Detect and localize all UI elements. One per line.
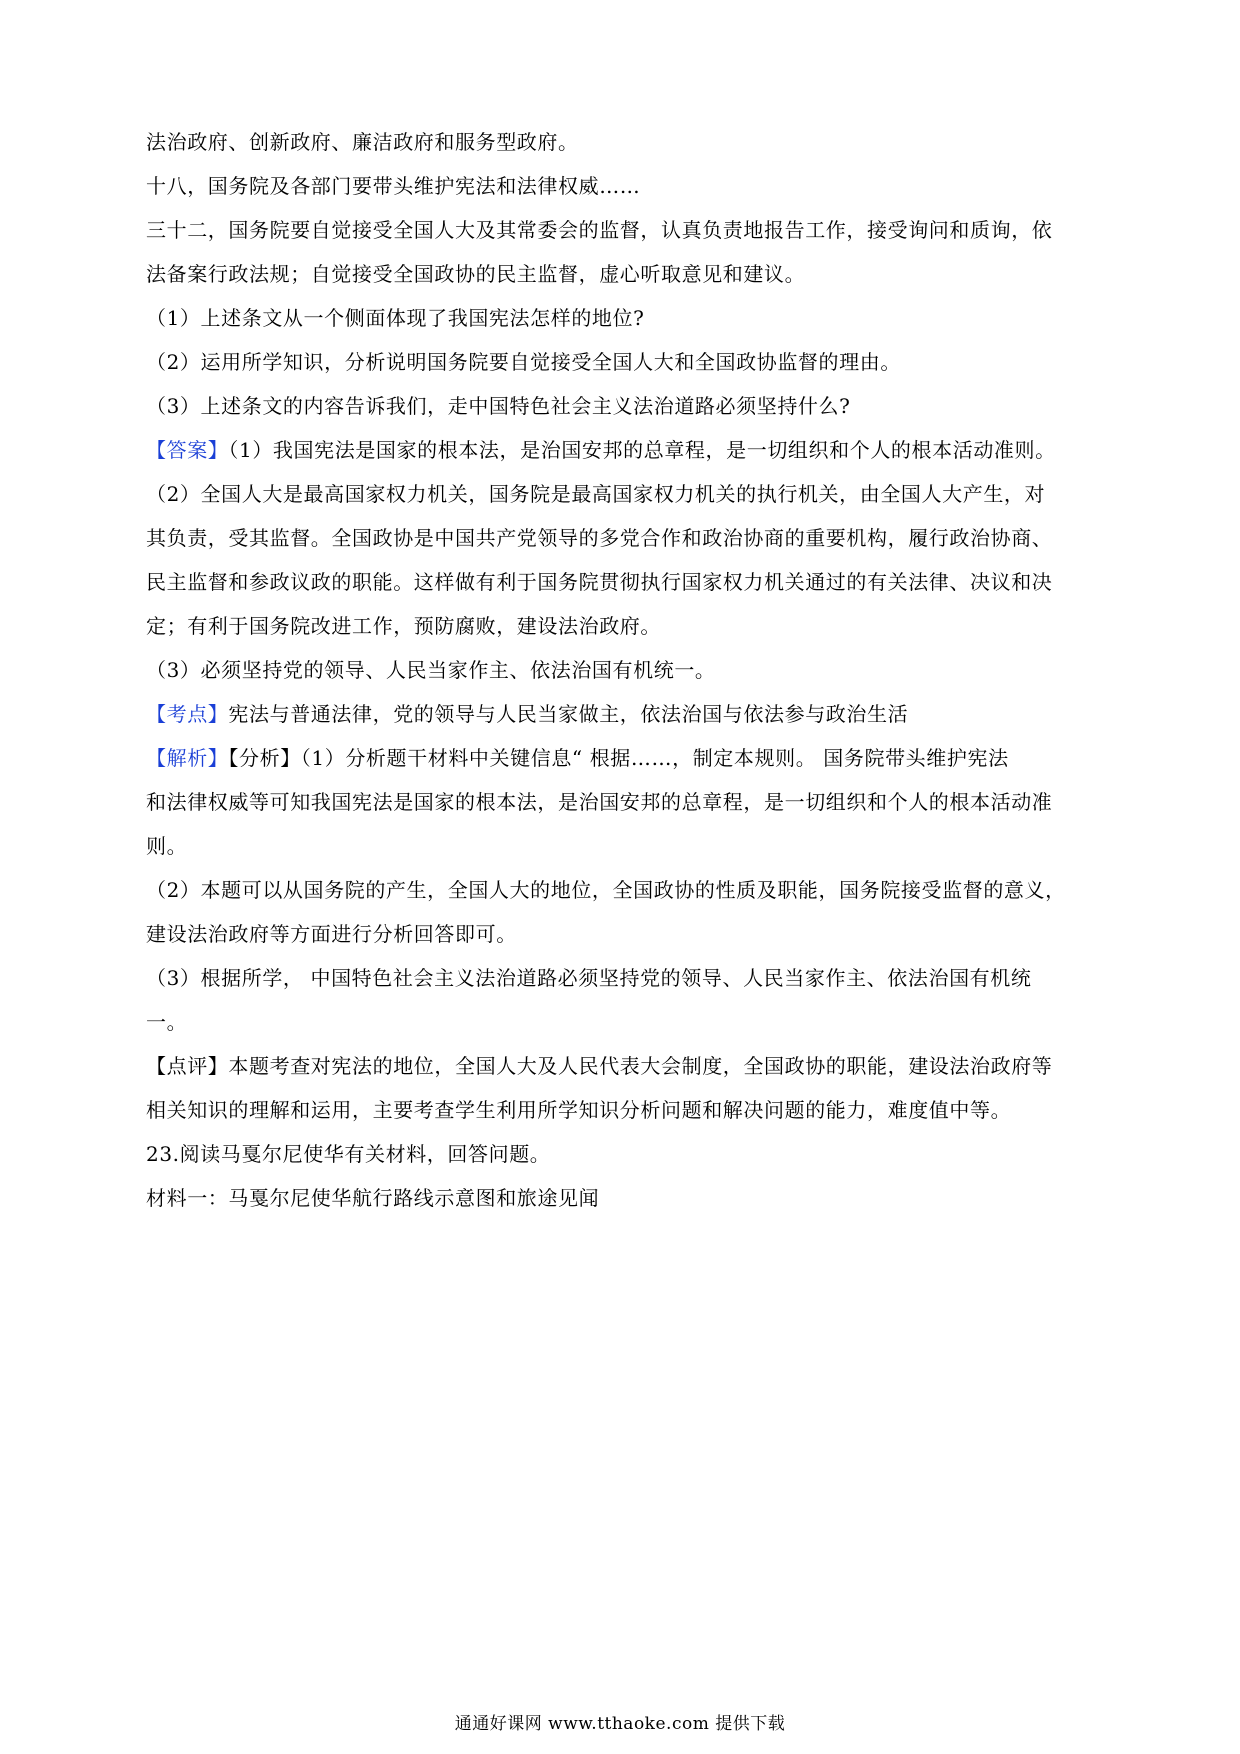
text-line: 法备案行政法规；自觉接受全国政协的民主监督，虚心听取意见和建议。	[146, 262, 806, 286]
comment-line: 【点评】本题考查对宪法的地位，全国人大及人民代表大会制度，全国政协的职能，建设法治政府等	[146, 1054, 1053, 1078]
text-line: （2）本题可以从国务院的产生，全国人大的地位，全国政协的性质及职能，国务院接受监督的意义，	[146, 878, 1066, 902]
text-line: 其负责，受其监督。全国政协是中国共产党领导的多党合作和政治协商的重要机构，履行政治协商、	[146, 526, 1053, 550]
analysis-line	[146, 744, 1106, 772]
question-3: （3）上述条文的内容告诉我们，走中国特色社会主义法治道路必须坚持什么?	[146, 394, 851, 418]
material-title: 材料一：马戛尔尼使华航行路线示意图和旅途见闻	[146, 1186, 600, 1210]
analysis-text: 【分析】（1）分析题干材料中关键信息“ 根据……，制定本规则。 国务院带头维护宪法	[228, 746, 1009, 770]
point-tag: 【考点】	[146, 702, 229, 726]
text-line: 三十二，国务院要自觉接受全国人大及其常委会的监督，认真负责地报告工作，接受询问和质询，依	[146, 218, 1053, 242]
text-line: 民主监督和参政议政的职能。这样做有利于国务院贯彻执行国家权力机关通过的有关法律、决议和决	[146, 570, 1053, 594]
text-line: （2）全国人大是最高国家权力机关，国务院是最高国家权力机关的执行机关，由全国人大产生，对	[146, 482, 1046, 506]
text-line: 法治政府、创新政府、廉洁政府和服务型政府。	[146, 130, 579, 154]
answer-tag: 【答案】	[146, 438, 229, 462]
text-line: 定；有利于国务院改进工作，预防腐败，建设法治政府。	[146, 614, 661, 638]
text-line: 十八，国务院及各部门要带头维护宪法和法律权威……	[146, 174, 641, 198]
footer-source: 通通好课网 www.tthaoke.com 提供下载	[454, 1714, 786, 1734]
question-23: 23.阅读马戛尔尼使华有关材料，回答问题。	[146, 1142, 551, 1166]
point-text: 宪法与普通法律，党的领导与人民当家做主，依法治国与依法参与政治生活	[228, 702, 909, 726]
answer-line	[146, 436, 1106, 464]
text-line: （3）根据所学， 中国特色社会主义法治道路必须坚持党的领导、人民当家作主、依法治国有机统	[146, 966, 1032, 990]
text-line: 建设法治政府等方面进行分析回答即可。	[146, 922, 517, 946]
text-line: 和法律权威等可知我国宪法是国家的根本法，是治国安邦的总章程，是一切组织和个人的根本活动准	[146, 790, 1053, 814]
answer-text: （1）我国宪法是国家的根本法，是治国安邦的总章程，是一切组织和个人的根本活动准则。	[228, 438, 1056, 462]
analysis-tag: 【解析】	[146, 746, 229, 770]
question-2: （2）运用所学知识，分析说明国务院要自觉接受全国人大和全国政协监督的理由。	[146, 350, 901, 374]
text-line: 则。	[146, 834, 188, 858]
text-line: （3）必须坚持党的领导、人民当家作主、依法治国有机统一。	[146, 658, 716, 682]
point-line	[146, 700, 1106, 728]
text-line: 一。	[146, 1010, 188, 1034]
question-1: （1）上述条文从一个侧面体现了我国宪法怎样的地位?	[146, 306, 645, 330]
text-line: 相关知识的理解和运用，主要考查学生利用所学知识分析问题和解决问题的能力，难度值中等。	[146, 1098, 1012, 1122]
